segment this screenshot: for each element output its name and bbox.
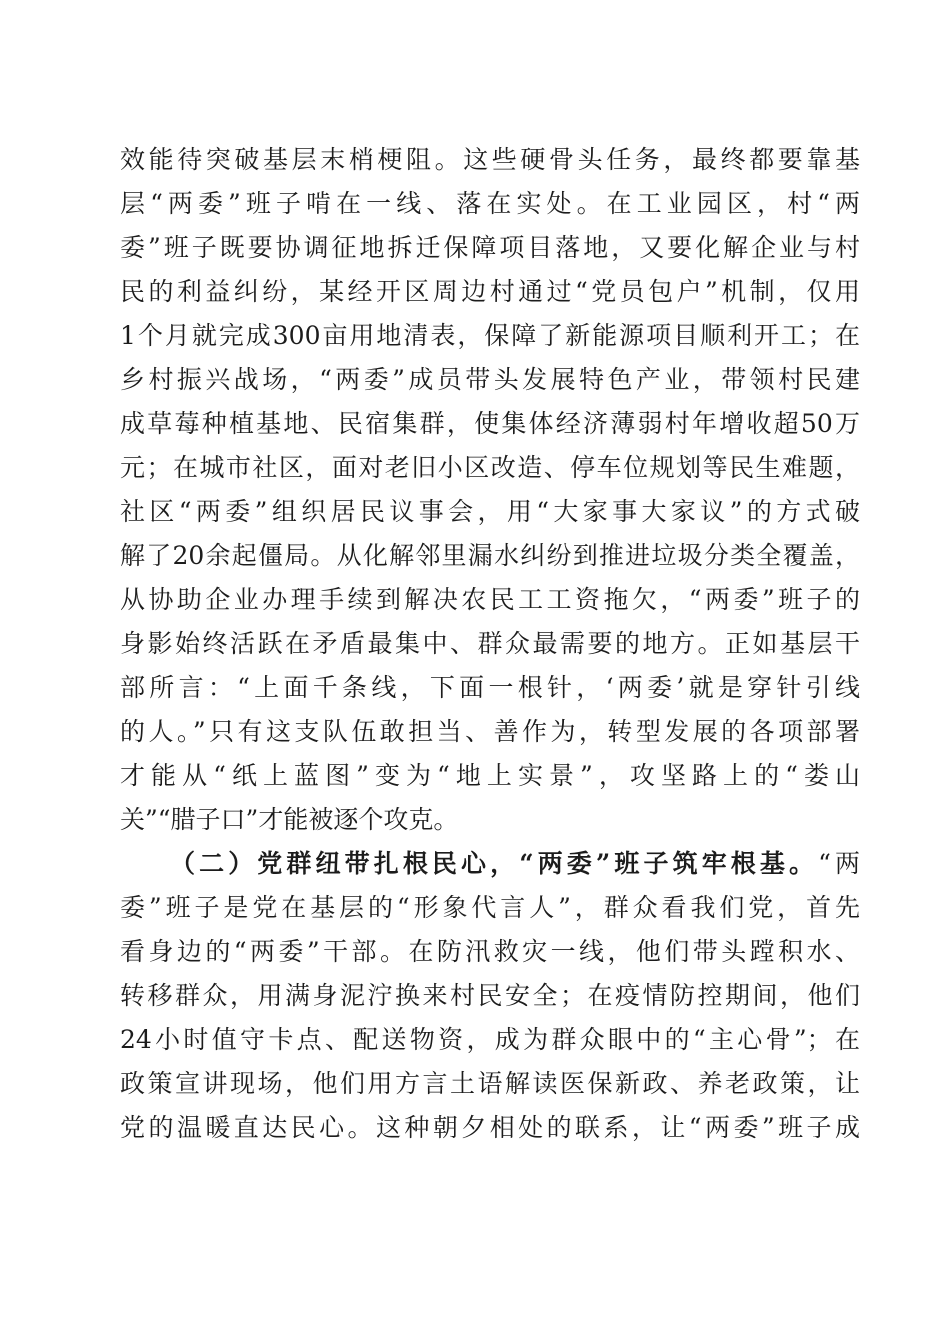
section-heading-tail: “两 bbox=[818, 849, 860, 878]
section-heading: （二）党群纽带扎根民心，“两委”班子筑牢根基。 bbox=[170, 849, 819, 878]
paragraph-1-line: 从协助企业办理手续到解决农民工工资拖欠，“两委”班子的 bbox=[120, 585, 860, 614]
paragraph-1-line: 元；在城市社区，面对老旧小区改造、停车位规划等民生难题， bbox=[120, 453, 860, 482]
paragraph-1-line: 层“两委”班子啃在一线、落在实处。在工业园区，村“两 bbox=[120, 189, 860, 218]
paragraph-1-line: 的人。”只有这支队伍敢担当、善作为，转型发展的各项部署 bbox=[120, 717, 860, 746]
paragraph-1-line: 身影始终活跃在矛盾最集中、群众最需要的地方。正如基层干 bbox=[120, 629, 860, 658]
paragraph-1-line: 效能待突破基层末梢梗阻。这些硬骨头任务，最终都要靠基 bbox=[120, 145, 860, 174]
paragraph-2-line: 转移群众，用满身泥泞换来村民安全；在疫情防控期间，他们 bbox=[120, 981, 860, 1010]
paragraph-1-line: 1个月就完成300亩用地清表，保障了新能源项目顺利开工；在 bbox=[120, 321, 860, 350]
paragraph-2-line: 看身边的“两委”干部。在防汛救灾一线，他们带头蹚积水、 bbox=[120, 937, 860, 966]
paragraph-1-line: 成草莓种植基地、民宿集群，使集体经济薄弱村年增收超50万 bbox=[120, 409, 860, 438]
paragraph-1-line: 解了20余起僵局。从化解邻里漏水纠纷到推进垃圾分类全覆盖， bbox=[120, 541, 860, 570]
paragraph-2-line: 24小时值守卡点、配送物资，成为群众眼中的“主心骨”；在 bbox=[120, 1025, 860, 1054]
paragraph-1-line: 委”班子既要协调征地拆迁保障项目落地，又要化解企业与村 bbox=[120, 233, 860, 262]
paragraph-1-line: 乡村振兴战场，“两委”成员带头发展特色产业，带领村民建 bbox=[120, 365, 860, 394]
paragraph-2-line: 党的温暖直达民心。这种朝夕相处的联系，让“两委”班子成 bbox=[120, 1113, 860, 1142]
paragraph-1-line: 才能从“纸上蓝图”变为“地上实景”，攻坚路上的“娄山 bbox=[120, 761, 860, 790]
paragraph-2-line: 委”班子是党在基层的“形象代言人”，群众看我们党，首先 bbox=[120, 893, 860, 922]
paragraph-1-line: 关”“腊子口”才能被逐个攻克。 bbox=[120, 805, 459, 834]
paragraph-2-first-line bbox=[170, 842, 860, 886]
paragraph-1-line: 民的利益纠纷，某经开区周边村通过“党员包户”机制，仅用 bbox=[120, 277, 860, 306]
paragraph-2-line: 政策宣讲现场，他们用方言土语解读医保新政、养老政策，让 bbox=[120, 1069, 860, 1098]
paragraph-1-line: 部所言：“上面千条线，下面一根针，‘两委’就是穿针引线 bbox=[120, 673, 860, 702]
paragraph-1-line: 社区“两委”组织居民议事会，用“大家事大家议”的方式破 bbox=[120, 497, 860, 526]
